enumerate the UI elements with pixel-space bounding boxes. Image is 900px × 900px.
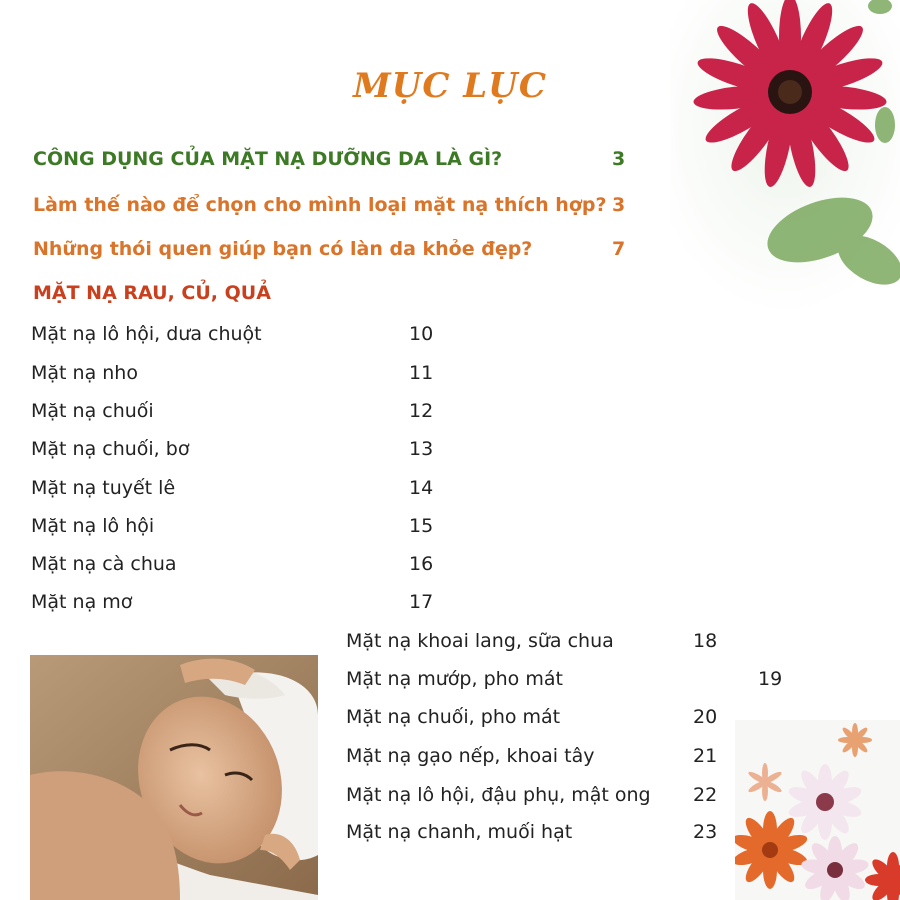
group-heading: MẶT NẠ RAU, CỦ, QUẢ <box>33 282 271 304</box>
daisy-flowers-image <box>735 720 900 900</box>
toc-entry-page: 11 <box>409 362 434 384</box>
toc-entry-page: 13 <box>409 438 434 460</box>
toc-entry-page: 20 <box>693 706 718 728</box>
toc-section-2: Làm thế nào để chọn cho mình loại mặt nạ thích hợp? <box>33 194 607 216</box>
toc-entry-page: 12 <box>409 400 434 422</box>
toc-section-3-page: 7 <box>612 238 626 260</box>
toc-entry: Mặt nạ mơ <box>31 591 133 613</box>
toc-section-1-page: 3 <box>612 148 626 170</box>
toc-entry-page: 22 <box>693 784 718 806</box>
toc-entry: Mặt nạ chuối, bơ <box>31 438 190 460</box>
toc-entry: Mặt nạ chuối <box>31 400 154 422</box>
toc-entry-page: 16 <box>409 553 434 575</box>
toc-entry: Mặt nạ cà chua <box>31 553 177 575</box>
toc-entry: Mặt nạ lô hội <box>31 515 155 537</box>
toc-entry: Mặt nạ lô hội, đậu phụ, mật ong <box>346 784 651 806</box>
toc-entry: Mặt nạ tuyết lê <box>31 477 176 499</box>
toc-section-3: Những thói quen giúp bạn có làn da khỏe đẹp? <box>33 238 533 260</box>
toc-section-1: CÔNG DỤNG CỦA MẶT NẠ DƯỠNG DA LÀ GÌ? <box>33 148 503 170</box>
page-title: MỤC LỤC <box>353 66 547 106</box>
spa-face-photo <box>30 655 318 900</box>
toc-entry: Mặt nạ lô hội, dưa chuột <box>31 323 262 345</box>
toc-entry-page: 21 <box>693 745 718 767</box>
toc-section-2-page: 3 <box>612 194 626 216</box>
toc-entry-page: 15 <box>409 515 434 537</box>
toc-entry-page: 10 <box>409 323 434 345</box>
toc-entry-page: 19 <box>758 668 783 690</box>
toc-entry: Mặt nạ nho <box>31 362 138 384</box>
toc-entry: Mặt nạ chuối, pho mát <box>346 706 561 728</box>
toc-entry: Mặt nạ khoai lang, sữa chua <box>346 630 614 652</box>
toc-entry-page: 23 <box>693 821 718 843</box>
pink-flower-image <box>670 0 900 315</box>
toc-entry-page: 18 <box>693 630 718 652</box>
toc-entry: Mặt nạ chanh, muối hạt <box>346 821 573 843</box>
toc-entry: Mặt nạ mướp, pho mát <box>346 668 563 690</box>
toc-entry: Mặt nạ gạo nếp, khoai tây <box>346 745 595 767</box>
toc-entry-page: 14 <box>409 477 434 499</box>
toc-entry-page: 17 <box>409 591 434 613</box>
